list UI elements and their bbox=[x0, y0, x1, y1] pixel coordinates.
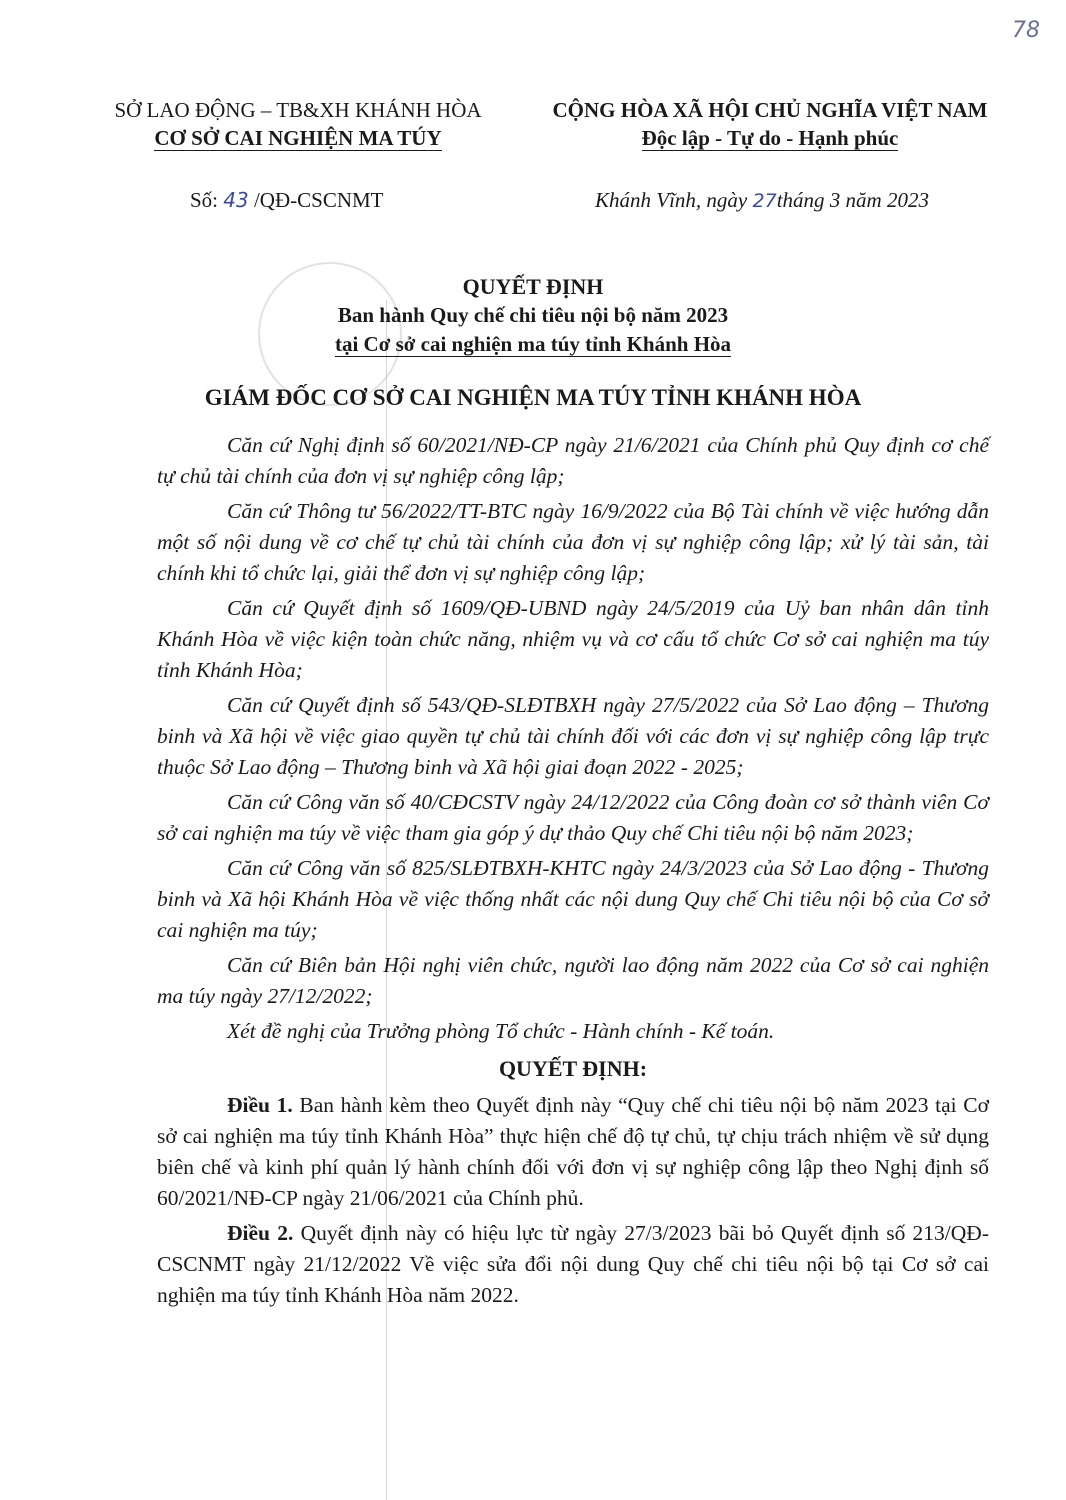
article-2-text: Quyết định này có hiệu lực từ ngày 27/3/2023 bãi bỏ Quyết định số 213/QĐ-CSCNMT ngày 21/12/2022 Về việc sửa đổi nội dung Quy chế chi tiêu nội bộ tại Cơ sở cai nghiện ma túy tỉnh Khánh Hòa năm 2022. bbox=[157, 1221, 989, 1307]
preamble-7: Căn cứ Biên bản Hội nghị viên chức, người lao động năm 2022 của Cơ sở cai nghiện ma túy ngày 27/12/2022; bbox=[157, 953, 989, 1008]
preamble-4: Căn cứ Quyết định số 543/QĐ-SLĐTBXH ngày 27/5/2022 của Sở Lao động – Thương binh và Xã hội về việc giao quyền tự chủ tài chính đối với các đơn vị sự nghiệp công lập trực thuộc Sở Lao động – Thương binh và Xã hội giai đoạn 2022 - 2025; bbox=[157, 693, 989, 779]
date-prefix: Khánh Vĩnh, ngày bbox=[595, 188, 748, 212]
preamble-6: Căn cứ Công văn số 825/SLĐTBXH-KHTC ngày 24/3/2023 của Sở Lao động - Thương binh và Xã hội Khánh Hòa về việc thống nhất các nội dung Quy chế Chi tiêu nội bộ của Cơ sở cai nghiện ma túy; bbox=[157, 856, 989, 942]
authority-heading: GIÁM ĐỐC CƠ SỞ CAI NGHIỆN MA TÚY TỈNH KHÁNH HÒA bbox=[204, 385, 862, 410]
article-1-text: Ban hành kèm theo Quyết định này “Quy chế chi tiêu nội bộ năm 2023 tại Cơ sở cai nghiện ma túy tỉnh Khánh Hòa” thực hiện chế độ tự chủ, tự chịu trách nhiệm về sử dụng biên chế và kinh phí quản lý hành chính đối với đơn vị sự nghiệp công lập theo Nghị định số 60/2021/NĐ-CP ngày 21/06/2021 của Chính phủ. bbox=[157, 1093, 989, 1210]
document-number bbox=[190, 188, 384, 213]
preamble-5: Căn cứ Công văn số 40/CĐCSTV ngày 24/12/2022 của Công đoàn cơ sở thành viên Cơ sở cai nghiện ma túy về việc tham gia góp ý dự thảo Quy chế Chi tiêu nội bộ năm 2023; bbox=[157, 790, 989, 845]
article-2-label: Điều 2. bbox=[227, 1221, 294, 1245]
title-sub-1: Ban hành Quy chế chi tiêu nội bộ năm 2023 bbox=[337, 303, 729, 327]
doc-number-suffix: /QĐ-CSCNMT bbox=[253, 188, 384, 212]
decision-heading: QUYẾT ĐỊNH: bbox=[498, 1056, 648, 1081]
article-1-label: Điều 1. bbox=[227, 1093, 293, 1117]
issuing-agency bbox=[108, 96, 488, 152]
country-name: CỘNG HÒA XÃ HỘI CHỦ NGHĨA VIỆT NAM bbox=[552, 98, 988, 122]
preamble-3: Căn cứ Quyết định số 1609/QĐ-UBND ngày 24/5/2019 của Uỷ ban nhân dân tỉnh Khánh Hòa về việc kiện toàn chức năng, nhiệm vụ và cơ cấu tổ chức Cơ sở cai nghiện ma túy tỉnh Khánh Hòa; bbox=[157, 596, 989, 682]
agency-parent: SỞ LAO ĐỘNG – TB&XH KHÁNH HÒA bbox=[114, 98, 482, 122]
article-1 bbox=[157, 1090, 989, 1214]
doc-number-handwritten: 43 bbox=[223, 188, 249, 212]
handwritten-page-number: 78 bbox=[1012, 18, 1040, 43]
motto: Độc lập - Tự do - Hạnh phúc bbox=[641, 126, 899, 150]
doc-number-prefix: Số: bbox=[190, 188, 219, 212]
preamble-1: Căn cứ Nghị định số 60/2021/NĐ-CP ngày 21/6/2021 của Chính phủ Quy định cơ chế tự chủ tài chính của đơn vị sự nghiệp công lập; bbox=[157, 433, 989, 488]
preamble-8: Xét đề nghị của Trưởng phòng Tổ chức - Hành chính - Kế toán. bbox=[227, 1019, 775, 1043]
document-body bbox=[157, 430, 989, 1315]
preamble-2: Căn cứ Thông tư 56/2022/TT-BTC ngày 16/9/2022 của Bộ Tài chính về việc hướng dẫn một số nội dung về cơ chế tự chủ tài chính của đơn vị sự nghiệp công lập; xử lý tài sản, tài chính khi tổ chức lại, giải thể đơn vị sự nghiệp công lập; bbox=[157, 499, 989, 585]
date-suffix: tháng 3 năm 2023 bbox=[776, 188, 929, 212]
title-sub-2: tại Cơ sở cai nghiện ma túy tỉnh Khánh Hòa bbox=[334, 332, 732, 356]
document-title bbox=[0, 272, 1066, 359]
title-main: QUYẾT ĐỊNH bbox=[462, 274, 604, 299]
agency-name: CƠ SỞ CAI NGHIỆN MA TÚY bbox=[154, 126, 442, 150]
article-2 bbox=[157, 1218, 989, 1311]
date-day-handwritten: 27 bbox=[752, 190, 777, 212]
national-motto bbox=[520, 96, 1020, 152]
issue-date bbox=[595, 188, 929, 213]
